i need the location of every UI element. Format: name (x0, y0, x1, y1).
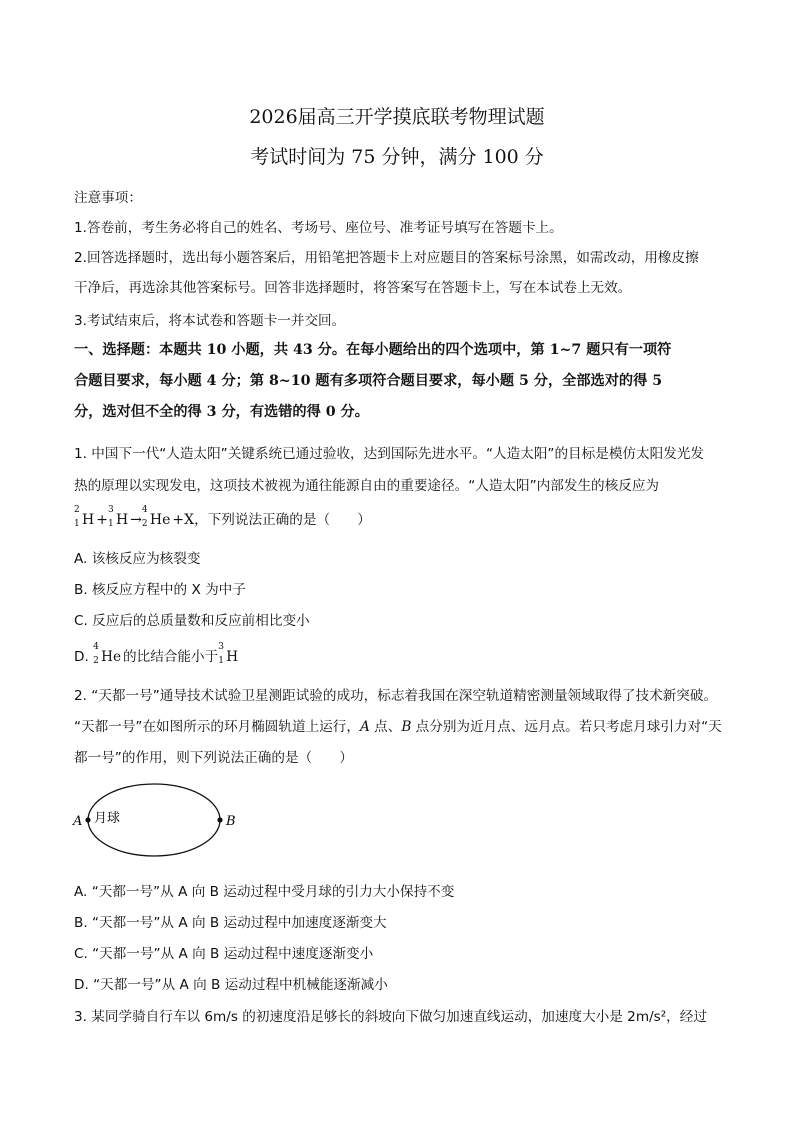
product-x: +X (172, 512, 195, 528)
nuclide-h2: 2 1 H (74, 505, 95, 529)
q2-stem-line-1: 2. “天都一号”通导技术试验卫星测距试验的成功，标志着我国在深空轨道精密测量领域取得了技术新突破。 (74, 688, 718, 704)
nuclide-he4: 4 2 He (141, 505, 171, 529)
q3-stem-line-1: 3. 某同学骑自行车以 6m/s 的初速度沿足够长的斜坡向下做匀加速直线运动，加速度大小是 2m/s²，经过 (74, 1009, 707, 1025)
section-1-line-2: 合题目要求，每小题 4 分；第 8~10 题有多项符合题目要求，每小题 5 分，全部选对的得 5 (74, 373, 663, 389)
exam-title: 2026届高三开学摸底联考物理试题 (249, 106, 545, 128)
section-1-line-3: 分，选对但不全的得 3 分，有选错的得 0 分。 (74, 404, 369, 420)
label-a: A (73, 814, 83, 829)
note-item-1: 1.答卷前，考生务必将自己的姓名、考场号、座位号、准考证号填写在答题卡上。 (74, 220, 563, 236)
orbit-diagram (70, 780, 250, 864)
q1-option-d: D. 4 2 He 的比结合能小于 3 1 H (74, 642, 239, 666)
note-item-3: 3.考试结束后，将本试卷和答题卡一并交回。 (74, 313, 346, 329)
q2-option-c: C. “天都一号”从 A 向 B 运动过程中速度逐渐变小 (74, 946, 374, 962)
nuclide-h3: 3 1 H (107, 505, 129, 529)
notes-heading: 注意事项： (74, 190, 142, 206)
label-b: B (226, 814, 236, 829)
q2-option-d: D. “天都一号”从 A 向 B 运动过程中机械能逐渐减小 (74, 977, 388, 993)
point-a-dot (85, 817, 90, 822)
q1-option-c: C. 反应后的总质量数和反应前相比变小 (74, 613, 310, 629)
plus-sign: + (96, 512, 108, 528)
nuclide-h3-opt: 3 1 H (218, 642, 239, 666)
point-b-dot (217, 817, 222, 822)
q2-stem-line-2: “天都一号”在如图所示的环月椭圆轨道上运行，A 点、B 点分别为近月点、远月点。若只考虑月球引力对“天 (74, 719, 722, 735)
q1-stem-line-2: 热的原理以实现发电，这项技术被视为通往能源自由的重要途径。“人造太阳”内部发生的核反应为 (74, 478, 660, 494)
q2-stem-line-3: 都一号”的作用，则下列说法正确的是（ ） (74, 750, 353, 766)
q1-stem-tail: ，下列说法正确的是（ ） (194, 512, 371, 528)
q1-option-a: A. 该核反应为核裂变 (74, 551, 201, 567)
reaction-arrow: → (130, 512, 142, 528)
q1-stem-line-1: 1. 中国下一代“人造太阳”关键系统已通过验收，达到国际先进水平。“人造太阳”的目标是模仿太阳发光发 (74, 446, 704, 462)
moon-label: 月球 (94, 811, 121, 826)
q1-option-b: B. 核反应方程中的 X 为中子 (74, 582, 246, 598)
note-item-2b: 干净后，再选涂其他答案标号。回答非选择题时，将答案写在答题卡上，写在本试卷上无效。 (74, 280, 632, 296)
section-1-line-1: 一、选择题：本题共 10 小题，共 43 分。在每小题给出的四个选项中，第 1~7 题只有一项符 (74, 342, 672, 358)
nuclide-he4-opt: 4 2 He (93, 642, 122, 666)
note-item-2a: 2.回答选择题时，选出每小题答案后，用铅笔把答题卡上对应题目的答案标号涂黑，如需改动，用橡皮擦 (74, 250, 699, 266)
q2-option-a: A. “天都一号”从 A 向 B 运动过程中受月球的引力大小保持不变 (74, 884, 455, 900)
q2-option-b: B. “天都一号”从 A 向 B 运动过程中加速度逐渐变大 (74, 915, 387, 931)
exam-subtitle: 考试时间为 75 分钟，满分 100 分 (250, 146, 544, 168)
q1-nuclear-equation (74, 505, 371, 529)
